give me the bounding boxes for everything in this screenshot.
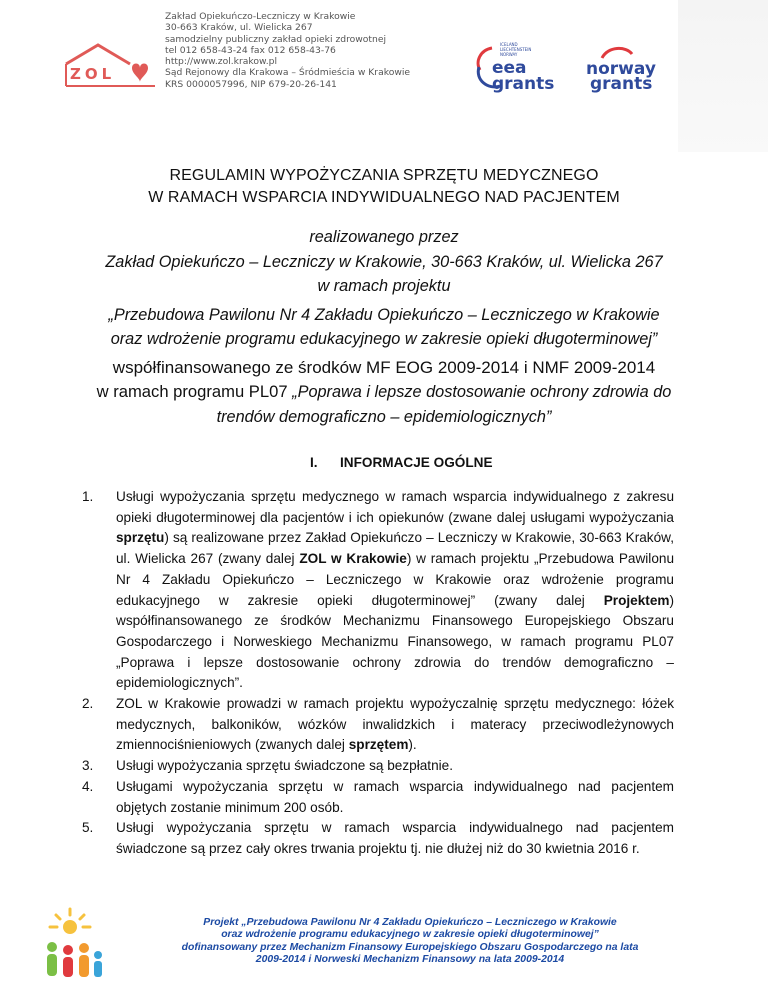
org-line: Sąd Rejonowy dla Krakowa – Śródmieścia w Krakowie — [165, 67, 411, 79]
header-corner-shade — [678, 0, 768, 152]
title-line: REGULAMIN WYPOŻYCZANIA SPRZĘTU MEDYCZNEGO — [169, 167, 599, 184]
intro-line: realizowanego przez — [309, 228, 459, 246]
org-line: 30-663 Kraków, ul. Wielicka 267 — [165, 22, 313, 34]
org-line: samodzielny publiczny zakład opieki zdrowotnej — [165, 33, 387, 45]
list-item: 2. ZOL w Krakowie prowadzi w ramach projektu wypożyczalnię sprzętu medycznego: łóżek medycznych, balkoników, wózków inwalidzkich i materacy przeciwodleżynowych zmiennociśnieniowych (zwanych dalej sprzętem). — [82, 696, 674, 753]
norway-word: norway — [586, 59, 656, 79]
list-item: 1. Usługi wypożyczania sprzętu medycznego w ramach wsparcia indywidualnego z zakresu opieki długoterminowej dla pacjentów i ich opiekunów (zwane dalej usługami wypożyczania sprzętu) są realizowane przez Zakład Opiekuńczo – Leczniczy w Krakowie, 30-663 Kraków, ul. Wielicka 267 (zwany dalej ZOL w Krakowie) w ramach projektu „Przebudowa Pawilonu Nr 4 Zakładu Opiekuńczo – Leczniczego w Krakowie oraz wdrożenie programu edukacyjnego w zakresie opieki długoterminowej” (zwany dalej Projektem) współfinansowanego ze środków Mechanizmu Finansowego Europejskiego Obszaru Gospodarczego i Norweskiego Mechanizmu Finansowego, w ramach programu PL07 „Poprawa i lepsze dostosowanie ochrony zdrowia do trendów demograficzno – epidemiologicznych”. — [82, 489, 674, 691]
zol-logo — [60, 42, 162, 90]
people-icon — [47, 942, 102, 977]
sun-icon — [50, 909, 90, 934]
org-line: Zakład Opiekuńczo-Leczniczy w Krakowie — [165, 11, 356, 22]
project-intro — [0, 225, 768, 429]
intro-line: „Przebudowa Pawilonu Nr 4 Zakładu Opiekuńczo – Leczniczego w Krakowie — [108, 305, 660, 324]
general-info-list — [82, 487, 674, 860]
intro-line: trendów demograficzno – epidemiologicznych” — [216, 407, 552, 426]
eea-arc-icon — [478, 48, 492, 70]
grants-word: grants — [492, 74, 555, 94]
org-line: http://www.zol.krakow.pl — [165, 56, 277, 68]
list-item: 4. Usługami wypożyczania sprzętu w ramach wsparcia indywidualnego nad pacjentem objętych zostanie minimum 200 osób. — [82, 778, 674, 815]
heart-icon — [132, 64, 148, 83]
section-heading — [310, 455, 493, 470]
section-number: I. — [310, 455, 318, 470]
grants-word: grants — [590, 74, 653, 94]
org-line: KRS 0000057996, NIP 679-20-26-141 — [165, 78, 337, 90]
svg-text:ICELAND: ICELAND — [500, 42, 518, 47]
intro-line: Zakład Opiekuńczo – Leczniczy w Krakowie, 30-663 Kraków, ul. Wielicka 267 — [105, 252, 663, 271]
organization-info — [165, 11, 410, 90]
intro-line: oraz wdrożenie programu edukacyjnego w zakresie opieki długoterminowej” — [110, 330, 658, 348]
document-title — [0, 165, 768, 209]
eea-grants-logo — [470, 40, 570, 95]
section-title: INFORMACJE OGÓLNE — [340, 455, 493, 470]
norway-arc-icon — [602, 48, 632, 58]
footer-line: dofinansowany przez Mechanizm Finansowy Europejskiego Obszaru Gospodarczego na lata — [181, 941, 639, 953]
intro-line: współfinansowanego ze środków MF EOG 2009-2014 i NMF 2009-2014 — [112, 357, 656, 377]
intro-line: w ramach projektu — [317, 277, 451, 295]
title-line: W RAMACH WSPARCIA INDYWIDUALNEGO NAD PACJENTEM — [148, 189, 620, 206]
footer-line: Projekt „Przebudowa Pawilonu Nr 4 Zakładu Opiekuńczo – Leczniczego w Krakowie — [203, 917, 617, 928]
norway-grants-logo — [582, 40, 677, 95]
intro-line: w ramach programu PL07 „Poprawa i lepsze dostosowanie ochrony zdrowia do — [96, 382, 672, 401]
list-item: 3. Usługi wypożyczania sprzętu świadczone są bezpłatnie. — [82, 758, 453, 774]
footer-project-note — [100, 917, 720, 966]
footer-line: oraz wdrożenie programu edukacyjnego w zakresie opieki długoterminowej” — [221, 929, 599, 941]
zol-logo-text: ZOL — [70, 65, 116, 83]
org-line: tel 012 658-43-24 fax 012 658-43-76 — [165, 44, 336, 56]
svg-text:NORWAY: NORWAY — [500, 52, 518, 57]
eea-word: eea — [492, 58, 527, 78]
list-item: 5. Usługi wypożyczania sprzętu w ramach wsparcia indywidualnego nad pacjentem świadczone są przez cały okres trwania projektu tj. nie dłużej niż do 30 kwietnia 2016 r. — [82, 820, 674, 856]
svg-text:LIECHTENSTEIN: LIECHTENSTEIN — [500, 47, 532, 52]
footer-line: 2009-2014 i Norweski Mechanizm Finansowy na lata 2009-2014 — [255, 953, 565, 965]
